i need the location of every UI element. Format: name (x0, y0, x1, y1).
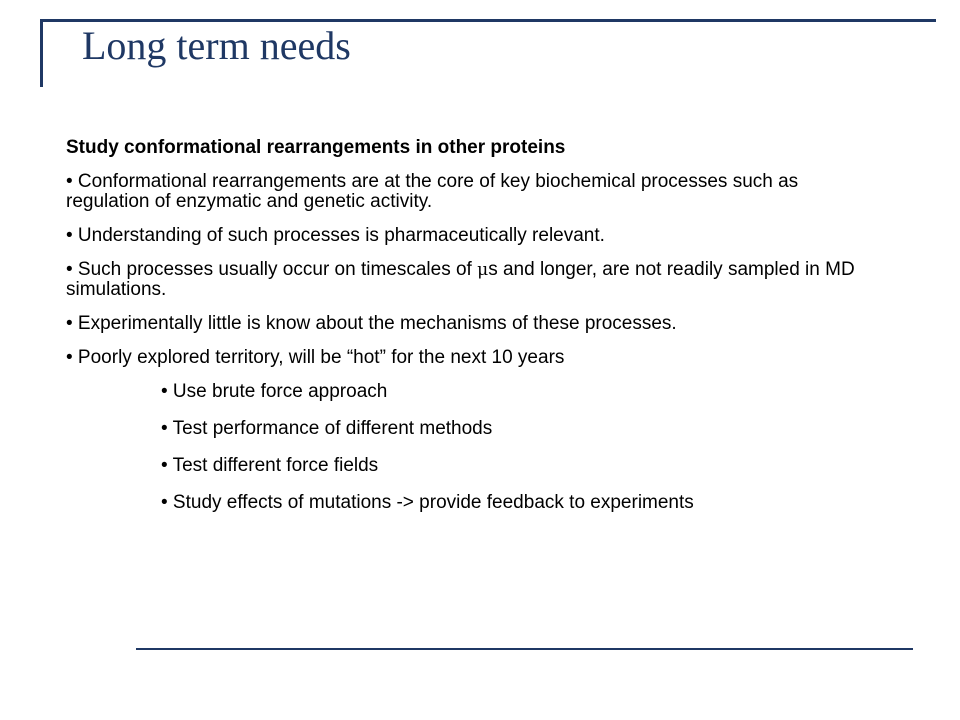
slide-body (66, 138, 886, 530)
sub-bullet-test-methods: • Test performance of different methods (161, 418, 493, 439)
bullet-pharmaceutical-relevance: • Understanding of such processes is pharmaceutically relevant. (66, 225, 605, 246)
footer-rule (136, 648, 913, 650)
bullet-timescales (66, 260, 886, 300)
bullet-timescales-part1: • Such processes usually occur on timescales of (66, 259, 478, 280)
mu-symbol: μ (477, 260, 489, 280)
sub-bullet-mutations: • Study effects of mutations -> provide feedback to experiments (161, 492, 694, 513)
bullet-conformational-core: • Conformational rearrangements are at the core of key biochemical processes such as regulation of enzymatic and genetic activity. (66, 171, 799, 212)
sub-bullet-force-fields: • Test different force fields (161, 455, 379, 476)
bullet-experimental-knowledge: • Experimentally little is know about the mechanisms of these processes. (66, 313, 677, 334)
slide-title: Long term needs (82, 23, 351, 68)
sub-bullet-brute-force: • Use brute force approach (161, 381, 388, 402)
section-heading: Study conformational rearrangements in other proteins (66, 137, 566, 158)
bullet-timescales-part2: s and longer, are not readily sampled in MD simulations. (66, 259, 855, 300)
title-left-rule (40, 19, 43, 87)
bullet-poorly-explored: • Poorly explored territory, will be “hot” for the next 10 years (66, 347, 565, 368)
